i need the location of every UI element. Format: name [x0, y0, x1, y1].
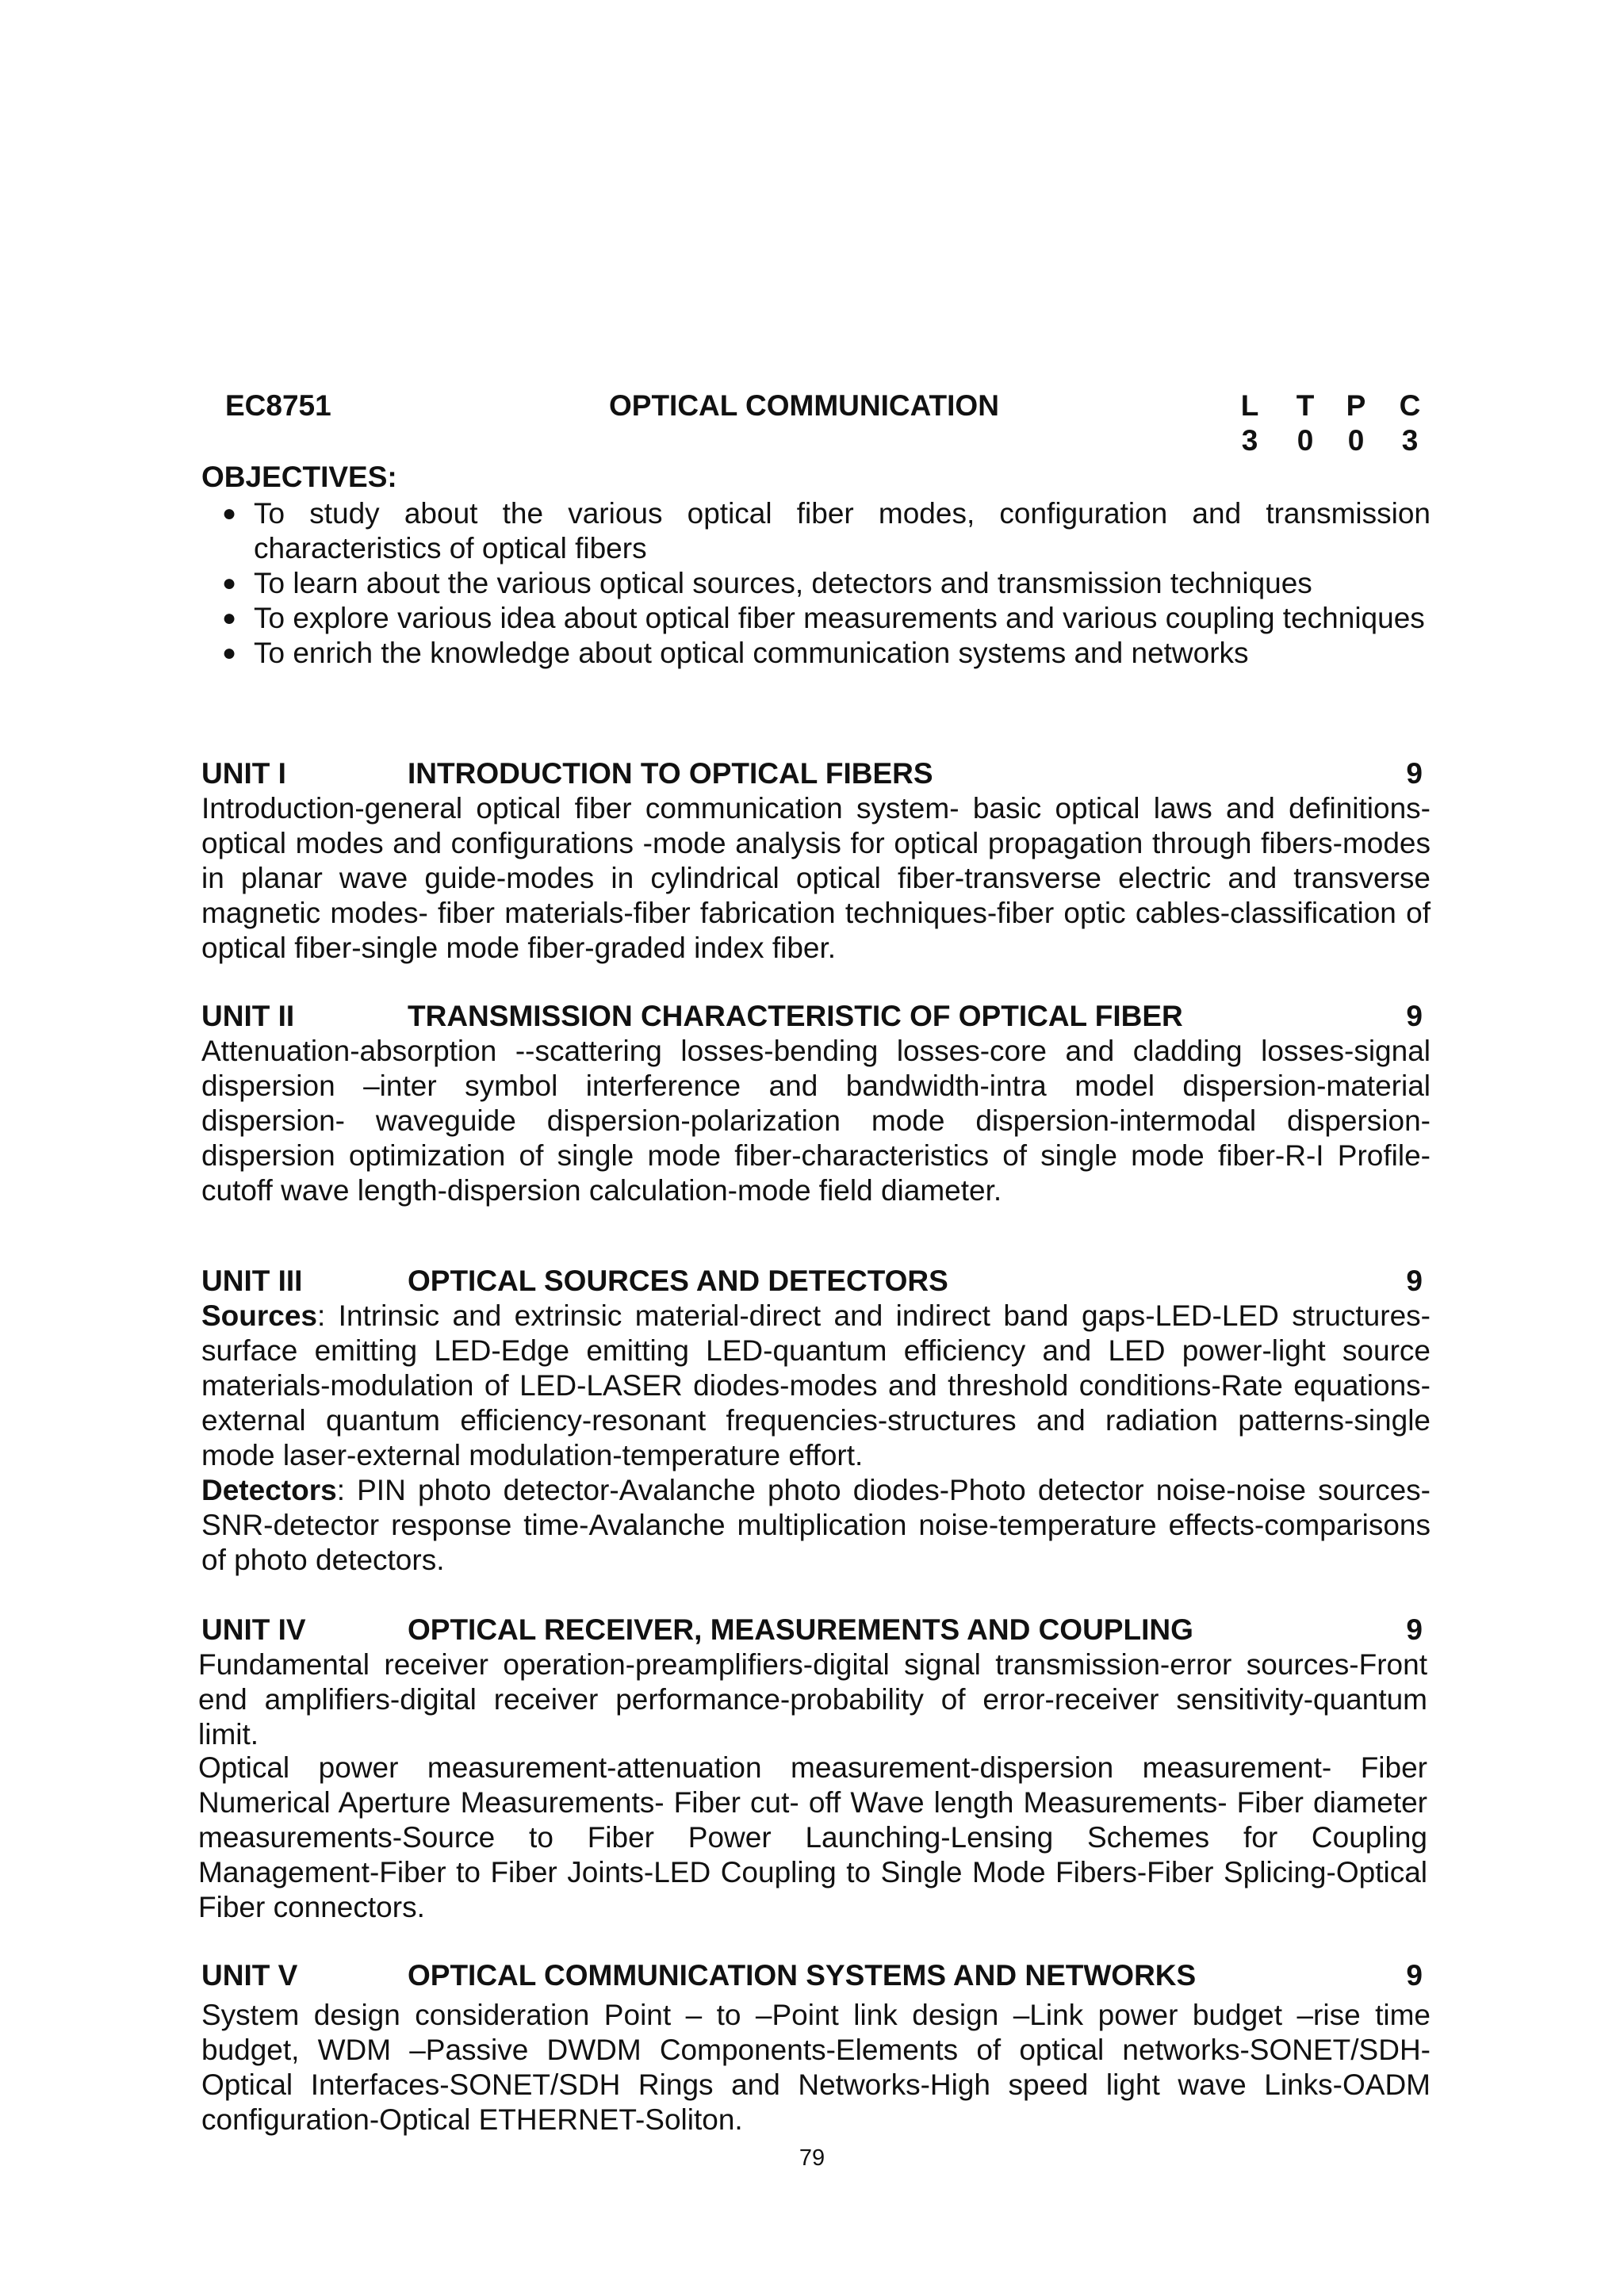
unit-number: UNIT II [201, 1000, 295, 1032]
unit-1-content: Introduction-general optical fiber communication system- basic optical laws and definitions-optical modes and configurations -mode analysis for optical propagation through fibers-modes in planar wave guide-modes in cylindrical optical fiber-transverse electric and transverse magnetic modes- fiber materials-fiber fabrication techniques-fiber optic cables-classification of optical fiber-single mode fiber-graded index fiber. [201, 792, 1431, 964]
objective-item [201, 496, 1431, 566]
unit-number: UNIT V [201, 1959, 298, 1992]
unit-2-content: Attenuation-absorption --scattering losses-bending losses-core and cladding losses-signal dispersion –inter symbol interference and bandwidth-intra model dispersion-material dispersion- waveguide dispersion-polarization mode dispersion-intermodal dispersion-dispersion optimization of single mode fiber-characteristics of single mode fiber-R-I Profile-cutoff wave length-dispersion calculation-mode field diameter. [201, 1035, 1431, 1207]
unit-4-content-2: Optical power measurement-attenuation measurement-dispersion measurement- Fiber Numerical Aperture Measurements- Fiber cut- off Wave length Measurements- Fiber diameter measurements-Source to Fiber Power Launching-Lensing Schemes for Coupling Management-Fiber to Fiber Joints-LED Coupling to Single Mode Fibers-Fiber Splicing-Optical Fiber connectors. [198, 1751, 1427, 1923]
bullet-icon: ● [222, 605, 237, 631]
objective-text: To study about the various optical fiber modes, configuration and transmission characteristics of optical fibers [254, 497, 1431, 564]
unit-4-content: Fundamental receiver operation-preamplifiers-digital signal transmission-error sources-Front end amplifiers-digital receiver performance-probability of error-receiver sensitivity-quantum limit. [198, 1648, 1427, 1751]
objective-text: To learn about the various optical sources, detectors and transmission techniques [254, 567, 1312, 599]
unit-title: OPTICAL COMMUNICATION SYSTEMS AND NETWORKS [408, 1959, 1197, 1992]
unit-title: OPTICAL RECEIVER, MEASUREMENTS AND COUPLING [408, 1613, 1193, 1646]
unit-4-heading [201, 1613, 1423, 1647]
unit-hours: 9 [1406, 757, 1423, 790]
objective-item [201, 566, 1431, 601]
unit-3-heading [201, 1264, 1423, 1299]
ltpc-value-t: 0 [1297, 424, 1314, 457]
unit-3-sources-content [201, 1299, 1431, 1473]
objective-item [201, 601, 1431, 636]
unit-number: UNIT I [201, 757, 286, 790]
bullet-icon: ● [222, 500, 237, 526]
detectors-label: Detectors [201, 1474, 337, 1506]
objectives-list [201, 496, 1431, 671]
ltpc-label-p: P [1346, 389, 1366, 422]
objective-text: To enrich the knowledge about optical communication systems and networks [254, 637, 1249, 669]
ltpc-label-l: L [1240, 389, 1259, 422]
ltpc-value-c: 3 [1401, 424, 1419, 457]
course-title: OPTICAL COMMUNICATION [609, 389, 999, 422]
objective-text: To explore various idea about optical fiber measurements and various coupling techniques [254, 602, 1425, 634]
unit-1-heading [201, 756, 1423, 791]
unit-number: UNIT IV [201, 1613, 306, 1646]
ltpc-value-l: 3 [1241, 424, 1258, 457]
unit-title: INTRODUCTION TO OPTICAL FIBERS [408, 757, 933, 790]
unit-2-heading [201, 999, 1423, 1034]
unit-5-heading [201, 1958, 1423, 1993]
bullet-icon: ● [222, 640, 237, 666]
objectives-heading: OBJECTIVES: [201, 461, 397, 493]
detectors-text: : PIN photo detector-Avalanche photo diodes-Photo detector noise-noise sources-SNR-detector response time-Avalanche multiplication noise-temperature effects-comparisons of photo detectors. [201, 1474, 1431, 1576]
unit-number: UNIT III [201, 1265, 303, 1297]
ltpc-label-t: T [1296, 389, 1315, 422]
unit-5-content: System design consideration Point – to –Point link design –Link power budget –rise time budget, WDM –Passive DWDM Components-Elements of optical networks-SONET/SDH-Optical Interfaces-SONET/SDH Rings and Networks-High speed light wave Links-OADM configuration-Optical ETHERNET-Soliton. [201, 1999, 1431, 2136]
unit-hours: 9 [1406, 1613, 1423, 1646]
unit-title: OPTICAL SOURCES AND DETECTORS [408, 1265, 948, 1297]
unit-title: TRANSMISSION CHARACTERISTIC OF OPTICAL FIBER [408, 1000, 1183, 1032]
unit-hours: 9 [1406, 1000, 1423, 1032]
page-number: 79 [799, 2145, 825, 2171]
sources-text: : Intrinsic and extrinsic material-direct and indirect band gaps-LED-LED structures-surface emitting LED-Edge emitting LED-quantum efficiency and LED power-light source materials-modulation of LED-LASER diodes-modes and threshold conditions-Rate equations-external quantum efficiency-resonant frequencies-structures and radiation patterns-single mode laser-external modulation-temperature effort. [201, 1299, 1431, 1471]
course-code: EC8751 [225, 389, 331, 422]
bullet-icon: ● [222, 570, 237, 596]
unit-3-detectors-content [201, 1473, 1431, 1578]
unit-hours: 9 [1406, 1959, 1423, 1992]
objective-item [201, 636, 1431, 671]
unit-hours: 9 [1406, 1265, 1423, 1297]
ltpc-value-p: 0 [1347, 424, 1365, 457]
ltpc-label-c: C [1399, 389, 1421, 422]
sources-label: Sources [201, 1299, 318, 1332]
